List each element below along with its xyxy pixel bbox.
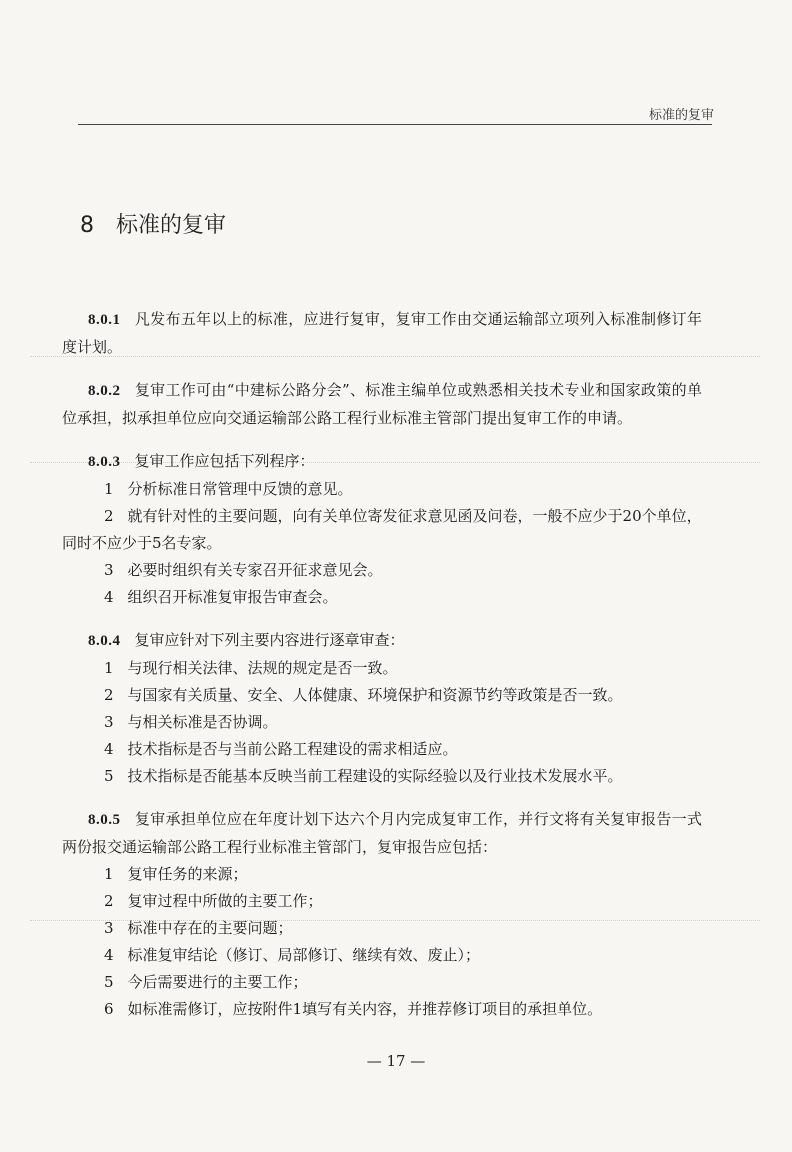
clause-number: 8.0.2: [88, 383, 121, 399]
list-item-text: 标准复审结论（修订、局部修订、继续有效、废止）；: [127, 946, 481, 964]
list-item: [62, 709, 702, 736]
list-item-number: 2: [104, 892, 114, 910]
list-item-number: 3: [104, 919, 114, 937]
clause-item-list: [62, 476, 702, 611]
list-item-text: 如标准需修订，应按附件1填写有关内容，并推荐修订项目的承担单位。: [127, 1000, 603, 1018]
list-item: [62, 655, 702, 682]
list-item-text: 与国家有关质量、安全、人体健康、环境保护和资源节约等政策是否一致。: [127, 686, 623, 704]
list-item-text: 就有针对性的主要问题，向有关单位寄发征求意见函及问卷，一般不应少于20个单位，同时不应少于5名专家。: [62, 507, 702, 552]
list-item-number: 1: [104, 865, 114, 883]
list-item-number: 2: [104, 686, 114, 704]
list-item: [62, 861, 702, 888]
list-item-text: 分析标准日常管理中反馈的意见。: [127, 480, 353, 498]
list-item: [62, 557, 702, 584]
chapter-number: 8: [80, 213, 94, 238]
list-item-text: 技术指标是否能基本反映当前工程建设的实际经验以及行业技术发展水平。: [127, 767, 623, 785]
list-item-number: 3: [104, 561, 114, 579]
list-item-number: 1: [104, 659, 114, 677]
running-header: 标准的复审: [648, 108, 714, 123]
list-item: [62, 476, 702, 503]
list-item-text: 今后需要进行的主要工作；: [127, 973, 308, 991]
list-item: [62, 915, 702, 942]
clause-item-list: [62, 861, 702, 1023]
list-item-text: 必要时组织有关专家召开征求意见会。: [127, 561, 383, 579]
clause-text: 复审工作应包括下列程序：: [134, 452, 315, 470]
list-item-text: 标准中存在的主要问题；: [127, 919, 293, 937]
list-item-number: 5: [104, 767, 114, 785]
list-item: [62, 969, 702, 996]
list-item: [62, 682, 702, 709]
clause-number: 8.0.1: [88, 312, 121, 328]
clause: [62, 377, 702, 432]
chapter-title-text: 标准的复审: [116, 213, 227, 238]
list-item-number: 2: [104, 507, 114, 525]
list-item: [62, 736, 702, 763]
clause: [62, 448, 702, 476]
clause-text: 复审应针对下列主要内容进行逐章审查：: [134, 631, 405, 649]
chapter-title: [80, 208, 226, 239]
clause-text: 复审承担单位应在年度计划下达六个月内完成复审工作，并行文将有关复审报告一式两份报交通运输部公路工程行业标准主管部门，复审报告应包括：: [62, 810, 702, 856]
list-item: [62, 763, 702, 790]
list-item-text: 组织召开标准复审报告审查会。: [127, 588, 338, 606]
list-item-text: 复审过程中所做的主要工作；: [127, 892, 323, 910]
list-item-number: 4: [104, 740, 114, 758]
list-item-text: 与相关标准是否协调。: [127, 713, 278, 731]
clause-number: 8.0.3: [88, 454, 121, 470]
list-item-number: 5: [104, 973, 114, 991]
header-rule: [78, 124, 712, 125]
clause-text: 复审工作可由“中建标公路分会”、标准主编单位或熟悉相关技术专业和国家政策的单位承担，拟承担单位应向交通运输部公路工程行业标准主管部门提出复审工作的申请。: [62, 381, 702, 427]
list-item-number: 4: [104, 588, 114, 606]
clause-number: 8.0.4: [88, 633, 121, 649]
clause-item-list: [62, 655, 702, 790]
list-item: [62, 996, 702, 1023]
list-item: [62, 888, 702, 915]
list-item: [62, 942, 702, 969]
clause-text: 凡发布五年以上的标准，应进行复审，复审工作由交通运输部立项列入标准制修订年度计划。: [62, 310, 702, 356]
clause: [62, 306, 702, 361]
page-number: — 17 —: [366, 1052, 426, 1070]
list-item-number: 4: [104, 946, 114, 964]
document-body: [62, 306, 702, 1039]
clause: [62, 806, 702, 861]
clause: [62, 627, 702, 655]
list-item-number: 3: [104, 713, 114, 731]
list-item-text: 复审任务的来源；: [127, 865, 248, 883]
list-item-text: 与现行相关法律、法规的规定是否一致。: [127, 659, 398, 677]
list-item: [62, 584, 702, 611]
list-item: [62, 503, 702, 557]
list-item-number: 6: [104, 1000, 114, 1018]
list-item-number: 1: [104, 480, 114, 498]
list-item-text: 技术指标是否与当前公路工程建设的需求相适应。: [127, 740, 458, 758]
clause-number: 8.0.5: [88, 812, 121, 828]
